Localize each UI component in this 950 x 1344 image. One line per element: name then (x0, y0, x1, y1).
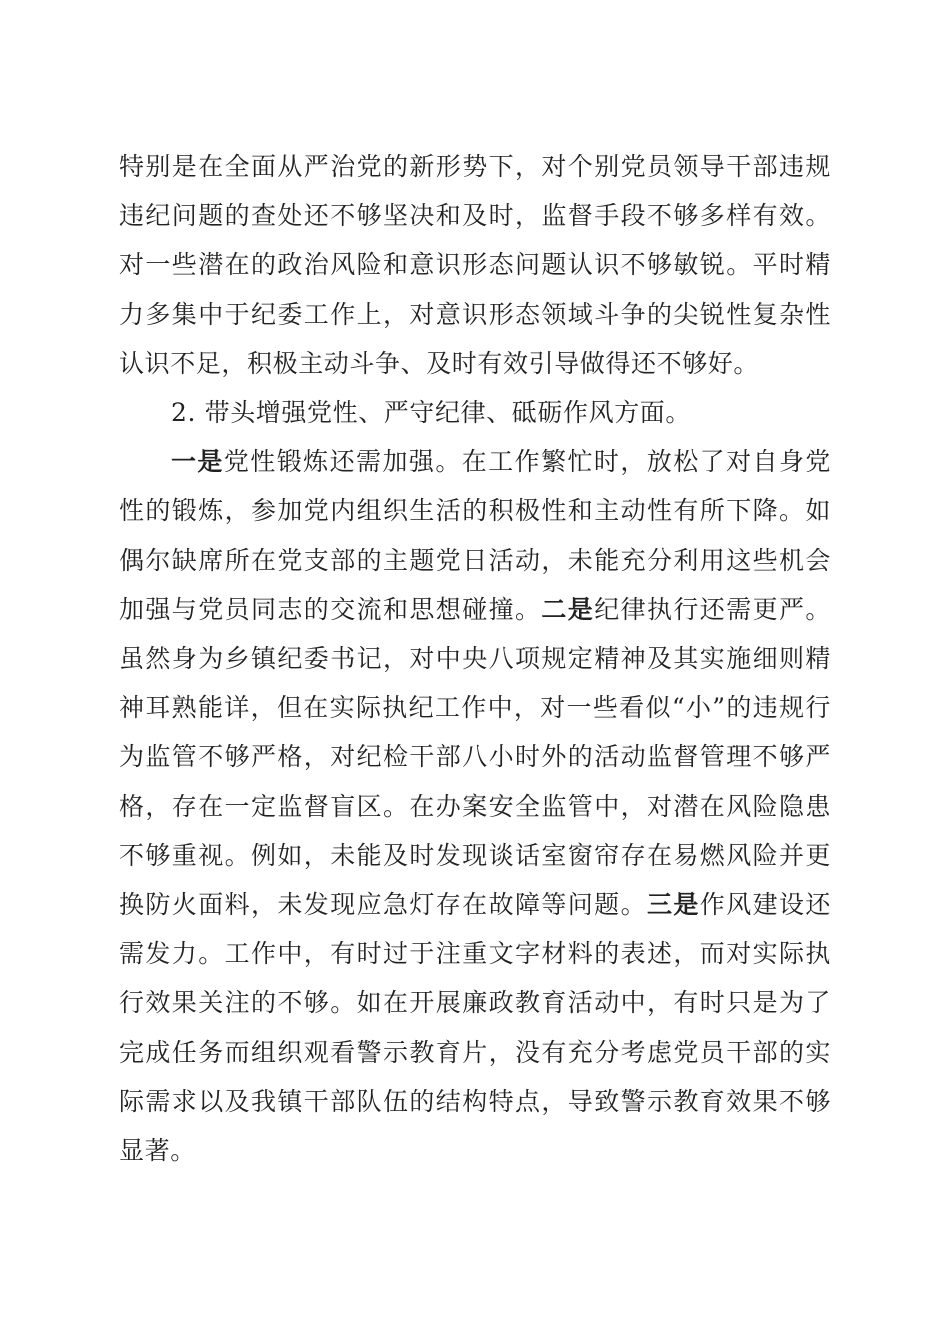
lead-phrase-second: 二是 (541, 594, 595, 624)
point-text-second: 纪律执行还需更严。虽然身为乡镇纪委书记，对中央八项规定精神及其实施细则精神耳熟能详，但在实际执纪工作中，对一些看似“小”的违规行为监管不够严格，对纪检干部八小时外的活动监督管理不够严格，存在一定监督盲区。在办案安全监管中，对潜在风险隐患不够重视。例如，未能及时发现谈话室窗帘存在易燃风险并更换防火面料，未发现应急灯存在故障等问题。 (119, 594, 831, 920)
point-text-first: 党性锻炼还需加强。在工作繁忙时，放松了对自身党性的锻炼，参加党内组织生活的积极性和主动性有所下降。如偶尔缺席所在党支部的主题党日活动，未能充分利用这些机会加强与党员同志的交流和思想碰撞。 (119, 447, 831, 624)
paragraph-party-discipline (119, 437, 831, 1175)
document-body (119, 142, 831, 1175)
lead-phrase-first: 一是 (171, 447, 224, 477)
lead-phrase-third: 三是 (646, 890, 700, 920)
point-text-third: 作风建设还需发力。工作中，有时过于注重文字材料的表述，而对实际执行效果关注的不够。如在开展廉政教育活动中，有时只是为了完成任务而组织观看警示教育片，没有充分考虑党员干部的实际需求以及我镇干部队伍的结构特点，导致警示教育效果不够显著。 (119, 890, 831, 1166)
section-heading: 2. 带头增强党性、严守纪律、砥砺作风方面。 (171, 398, 692, 428)
paragraph-continuation: 特别是在全面从严治党的新形势下，对个别党员领导干部违规违纪问题的查处还不够坚决和及时，监督手段不够多样有效。对一些潜在的政治风险和意识形态问题认识不够敏锐。平时精力多集中于纪委工作上，对意识形态领域斗争的尖锐性复杂性认识不足，积极主动斗争、及时有效引导做得还不够好。 (119, 152, 831, 378)
